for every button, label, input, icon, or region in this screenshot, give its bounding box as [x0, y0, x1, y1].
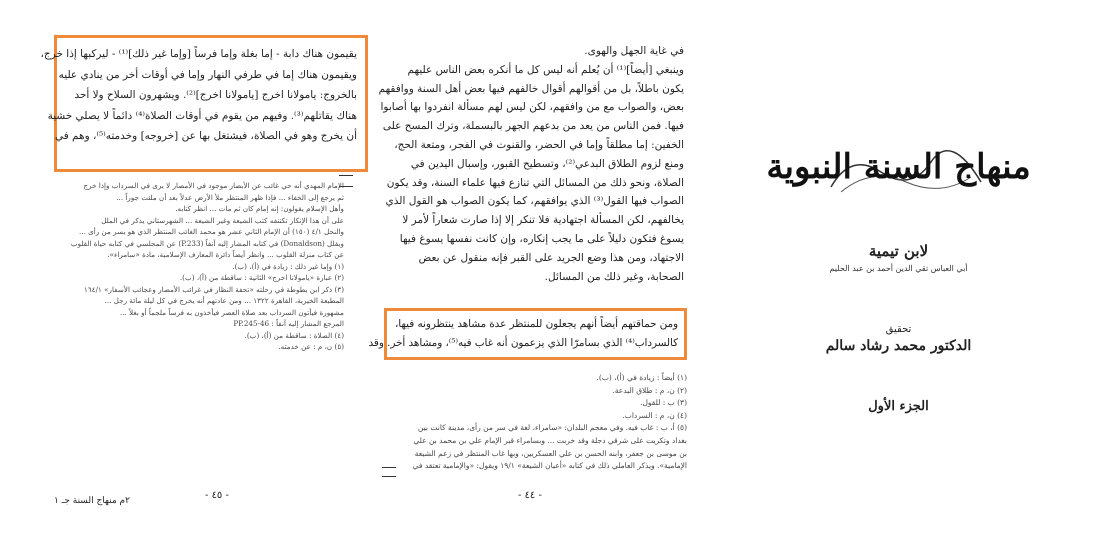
footnote-line: (٣) ب : للقول.: [640, 398, 687, 408]
main-text: [378, 42, 684, 286]
highlight-line: أن يخرج وهو في الصلاة، فيشتغل بها عن [خروجه] وخدمته⁽⁵⁾، وهم في: [54, 130, 357, 142]
author-name: أبي العباس تقي الدين أحمد بن عبد الحليم: [829, 264, 968, 273]
footnote-line: (٥) أ، ب : غاب فيه. وفي معجم البلدان: «سامراء، لغة في سر من رأى، مدينة كانت بين: [417, 423, 687, 433]
highlight-line: يقيمون هناك دابة - إما بغلة وإما فرساً [وإما غير ذلك]⁽¹⁾ - ليركبها إذا خرج،: [40, 48, 357, 60]
footnote-line: (١) وإما غير ذلك : زيادة في (أ)، (ب).: [232, 261, 344, 271]
editor-label: تحقيق: [885, 324, 912, 335]
highlight-box-middle: [368, 308, 687, 360]
text-line: فيها. فمن الناس من يعد من بدعهم الجهر بالبسملة، وترك المسح على: [382, 120, 684, 133]
highlight-line: ويقيمون هناك إما في طرفي النهار وإما في أوقات أخر من ينادي عليه: [58, 68, 357, 81]
text-line: الصلاة، ونحو ذلك من المسائل التي تنازع فيها علماء السنة، وقد يكون: [386, 176, 684, 189]
book-title: منهاج السنة النبوية: [766, 147, 1031, 187]
volume-label: الجزء الأول: [868, 399, 929, 414]
footnote-line: وأهل الإسلام يقولون: إنه إمام كان ثم مات ... انظر كتابه.: [175, 204, 344, 213]
page-44: [370, 20, 690, 530]
text-line: الاجتهاد، ومن هذا وضع الجريد على القبر فإنه منقول عن بعض: [418, 251, 684, 264]
footnotes: [382, 372, 687, 473]
text-line: بعض، والصواب مع من وافقهم، لكن ليس لهم مسألة انفردوا بها أصابوا: [380, 101, 684, 114]
highlight-box-top: [40, 35, 368, 172]
highlight-line: ومن حماقتهم أيضاً أنهم يجعلون للمنتظر عدة مشاهد ينتظرونه فيها،: [394, 318, 678, 330]
footnote-line: الإمام المهدي أنه حي غائب عن الأبصار موجود في الأمصار لا يرى في السرداب وإذا خرج: [83, 181, 344, 190]
footnote-line: عن كتاب منزلة القلوب ... وانظر أيضاً دائرة المعارف الإسلامية، مادة «سامراء».: [107, 250, 344, 259]
editor-name: الدكتور محمد رشاد سالم: [825, 338, 972, 354]
footnote-line: ويقلل (Donaldson) في كتابه المشار إليه آنفاً (P.233) عن المجلسي في كتابه حياة القلوب: [70, 238, 344, 248]
text-line: الخفين: إما مطلقاً وإما في الحضر، والقنوت في الفجر، ومتعة الحج،: [394, 138, 684, 151]
text-line: يكون باطلاً، بل من أقوالهم أقوال خالفهم فيها بعض أهل السنة ووافقهم: [378, 82, 684, 95]
footnote-line: والنحل ٤/١ (١٥٠) أن الإمام الثاني عشر هو محمد الغائب المنتظر الذي هو بسر من رأى ...: [78, 227, 344, 236]
text-line: يخالفهم، لكن المسألة اجتهادية فلا تنكر إلا إذا صارت شعاراً لأمر لا: [402, 214, 684, 227]
footnote-line: مشهورة فيأتون السرداب بعد صلاة العصر فيأخذون به فرساً ملجماً أو بغلاً ...: [119, 307, 344, 317]
highlight-line: هناك يقاتلهم⁽³⁾. وفيهم من يقوم في أوقات الصلاة⁽⁴⁾ دائماً لا يصلي خشية: [47, 109, 357, 122]
footnotes: [56, 180, 344, 353]
footnote-line: المطبعة الخيرية، القاهرة ١٣٢٢ ... ومن عادتهم أنه يخرج في كل ليلة مائة رجل ...: [104, 296, 344, 305]
footnote-line: (٢) عبارة «يامولانا اخرج» الثانية : ساقطة من (أ)، (ب).: [179, 273, 344, 282]
footnote-line: (٤) ن، م : السرداب.: [622, 410, 687, 420]
highlight-line: كالسرداب⁽⁴⁾ الذي بسامرّا الذي يزعمون أنه غاب فيه⁽⁵⁾، ومشاهد أخر. وقد: [368, 337, 678, 349]
author-label: لابن تيمية: [868, 242, 929, 260]
page-signature: ٢م منهاج السنة جـ ١: [54, 496, 130, 506]
text-line: في غاية الجهل والهوى.: [584, 45, 684, 57]
continuation-mark: [382, 467, 396, 477]
text-line: وينبغي [أيضاً]⁽¹⁾ أن يُعلم أنه ليس كل ما أنكره بعض الناس عليهم: [407, 63, 684, 76]
footnote-line: المرجع المشار إليه آنفاً : PP.245-46: [233, 319, 344, 328]
page-45: [20, 20, 357, 530]
footnote-line: (٣) ذكر ابن بطوطة في رحلته «تحفة النظار في غرائب الأمصار وعجائب الأسفار» ١٦٤/١: [84, 284, 344, 294]
text-line: ومنع لزوم الطلاق البدعي⁽²⁾، وتسطيح القبور، وإسبال اليدين في: [410, 157, 684, 170]
page-number: - ٤٤ -: [518, 490, 542, 501]
footnote-line: على أن هذا الإنكار تكتنفه كتب الشيعة وغير الشيعة ... الشهرستاني يذكر في الملل: [101, 215, 344, 225]
footnote-line: (٤) الصلاة : ساقطة من (أ)، (ب).: [244, 330, 344, 340]
page-number: - ٤٥ -: [205, 490, 229, 501]
footnote-line: (٥) ن، م : عن خدمته.: [278, 342, 344, 351]
footnote-line: بن موسى بن جعفر، وابنه الحسن بن علي العسكريين، وبها غاب المنتظر في زعم الشيعة: [414, 448, 687, 458]
title-page: [726, 12, 1071, 522]
footnote-line: (١) أيضاً : زيادة في (أ)، (ب).: [596, 373, 687, 382]
footnote-line: بغداد وتكريت على شرقي دجلة وقد خربت ... وبسامراء قبر الإمام علي بن محمد بن علي: [413, 435, 687, 445]
footnote-line: الإمامية». ويذكر العاملي ذلك في كتابه «أعيان الشيعة» ١٩/١ ويقول: «والإمامية تعتقد في: [412, 461, 687, 471]
text-line: يسوغ فتكون دليلاً على ما يجب إنكاره، وإن كانت نفسها يسوغ فيها: [399, 232, 684, 245]
highlight-line: بالخروج: يامولانا اخرج [يامولانا اخرج]⁽²⁾. ويشهرون السلاح ولا أحد: [74, 89, 357, 101]
text-line: الصحابة، وغير ذلك من المسائل.: [544, 270, 684, 283]
text-line: الصواب فيها القول⁽³⁾ الذي يوافقهم، كما يكون الصواب هو القول الذي: [385, 195, 684, 208]
footnote-line: (٢) ن، م : طلاق البدعة.: [612, 385, 687, 395]
footnote-line: ثم يرجع إلى الخفاء ... فإذا ظهر المنتظر ملأ الأرض عدلاً بعد أن ملئت جوراً ...: [116, 192, 344, 202]
